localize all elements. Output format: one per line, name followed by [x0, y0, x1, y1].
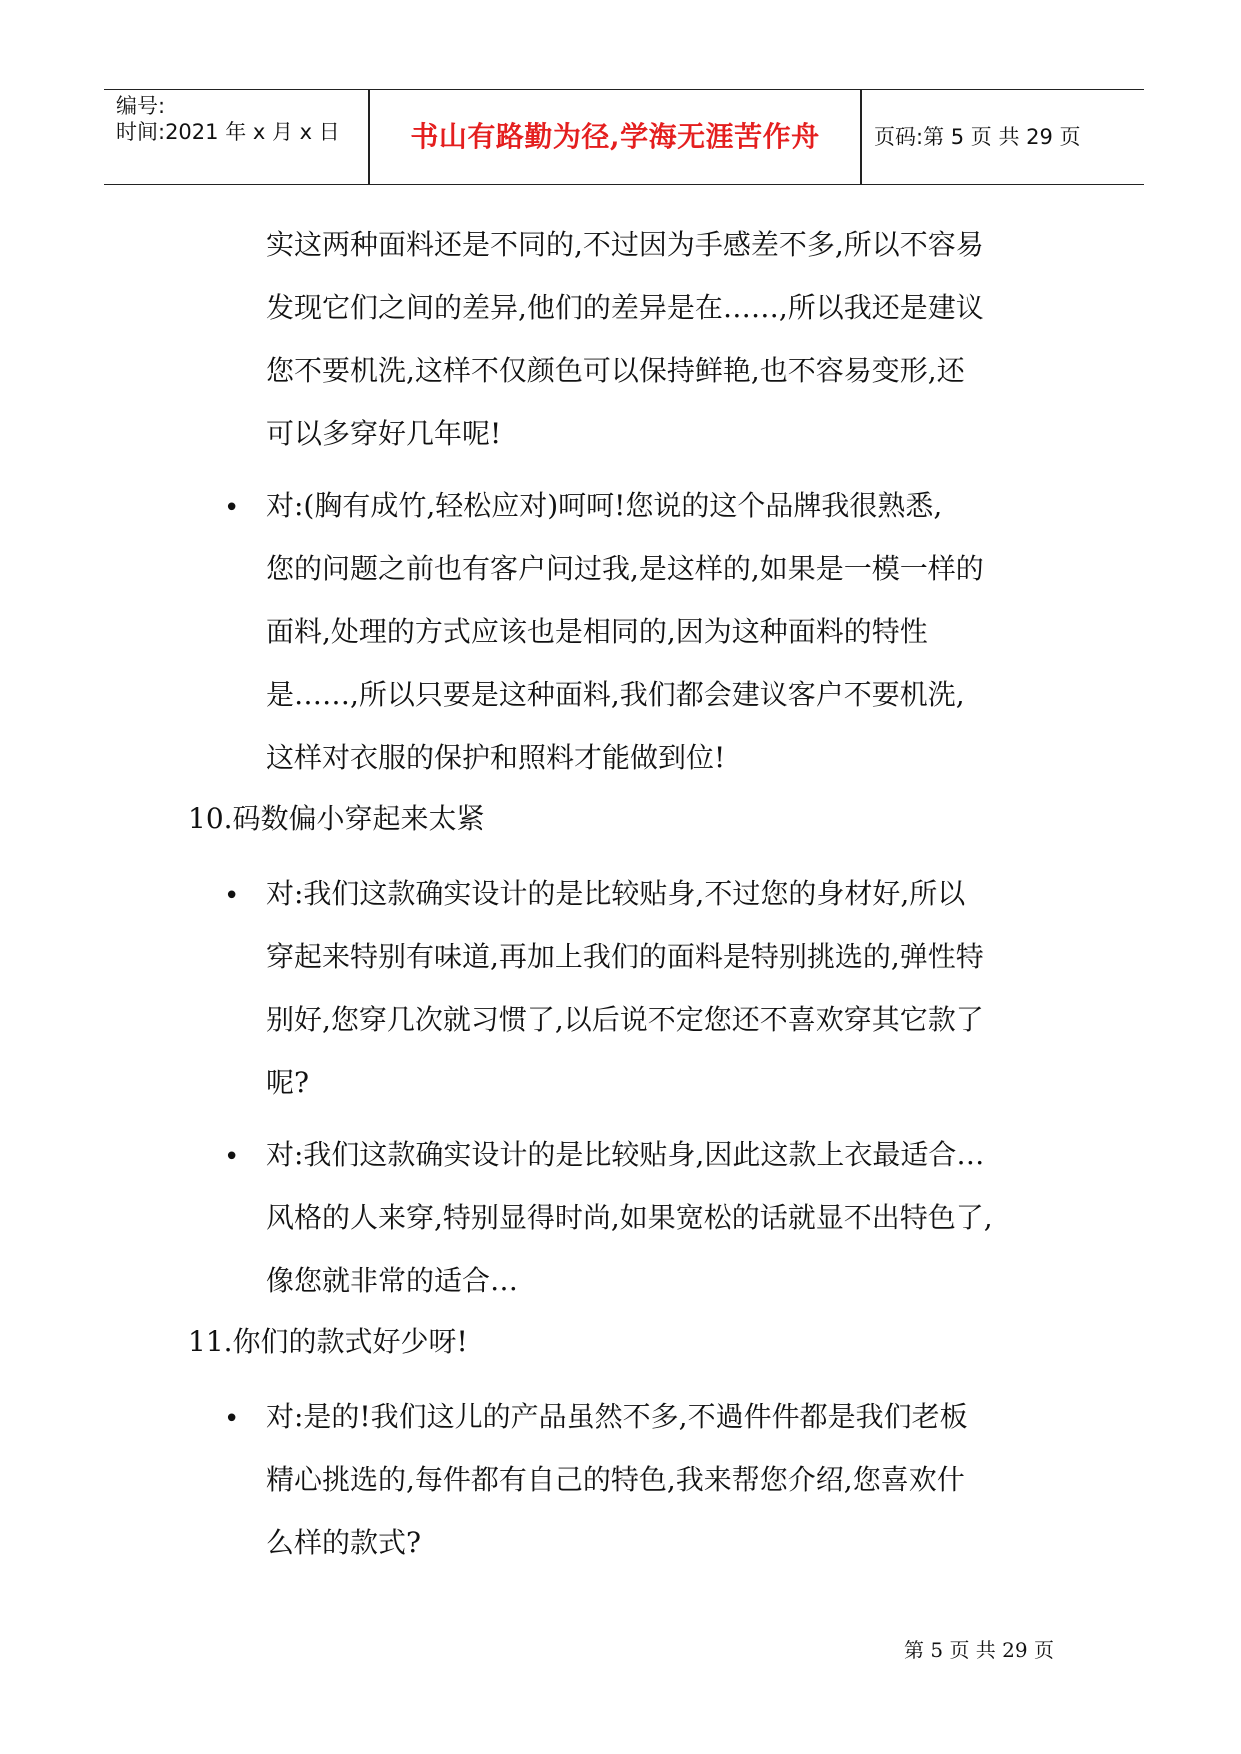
paragraph-line: 这样对衣服的保护和照料才能做到位! [266, 741, 726, 774]
section-heading: 11.你们的款式好少呀! [188, 1325, 468, 1358]
bullet-icon: • [224, 1404, 240, 1434]
paragraph-line: 您不要机洗,这样不仅颜色可以保持鲜艳,也不容易变形,还 [266, 354, 965, 387]
section-heading: 10.码数偏小穿起来太紧 [188, 802, 485, 835]
bullet-icon: • [224, 493, 240, 523]
document-number-label: 编号: [116, 94, 166, 118]
paragraph-line: 别好,您穿几次就习惯了,以后说不定您还不喜欢穿其它款了 [266, 1003, 984, 1036]
paragraph-line: 可以多穿好几年呢! [266, 417, 502, 450]
paragraph-line: 对:是的!我们这儿的产品虽然不多,不過件件都是我们老板 [266, 1400, 968, 1433]
bullet-icon: • [224, 881, 240, 911]
paragraph-line: 呢? [266, 1066, 310, 1099]
paragraph-line: 对:我们这款确实设计的是比较贴身,因此这款上衣最适合… [266, 1138, 985, 1171]
header-page-number: 页码:第 5 页 共 29 页 [874, 125, 1081, 149]
paragraph-line: 是……,所以只要是这种面料,我们都会建议客户不要机洗, [266, 678, 965, 711]
paragraph-line: 对:我们这款确实设计的是比较贴身,不过您的身材好,所以 [266, 877, 966, 910]
paragraph-line: 风格的人来穿,特别显得时尚,如果宽松的话就显不出特色了, [266, 1201, 993, 1234]
paragraph-line: 穿起来特别有味道,再加上我们的面料是特别挑选的,弹性特 [266, 940, 984, 973]
paragraph-line: 实这两种面料还是不同的,不过因为手感差不多,所以不容易 [266, 228, 984, 261]
header-motto: 书山有路勤为径,学海无涯苦作舟 [410, 120, 820, 153]
document-time-label: 时间:2021 年 x 月 x 日 [116, 120, 340, 144]
paragraph-line: 么样的款式? [266, 1526, 422, 1559]
paragraph-line: 对:(胸有成竹,轻松应对)呵呵!您说的这个品牌我很熟悉, [266, 489, 943, 522]
paragraph-line: 您的问题之前也有客户问过我,是这样的,如果是一模一样的 [266, 552, 984, 585]
bullet-icon: • [224, 1142, 240, 1172]
paragraph-line: 像您就非常的适合… [266, 1264, 519, 1297]
page-footer: 第 5 页 共 29 页 [904, 1638, 1054, 1662]
paragraph-line: 发现它们之间的差异,他们的差异是在……,所以我还是建议 [266, 291, 984, 324]
paragraph-line: 精心挑选的,每件都有自己的特色,我来帮您介绍,您喜欢什 [266, 1463, 965, 1496]
paragraph-line: 面料,处理的方式应该也是相同的,因为这种面料的特性 [266, 615, 928, 648]
